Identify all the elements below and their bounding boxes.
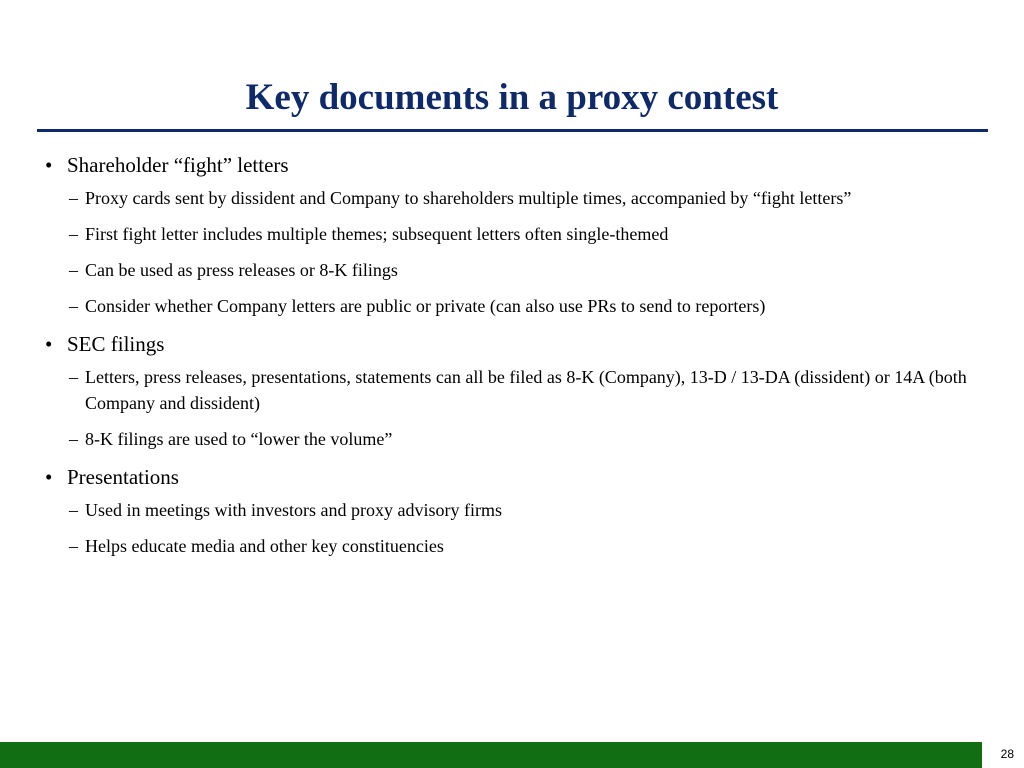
bullet-heading-text: SEC filings	[67, 332, 165, 356]
sub-bullet-marker: –	[69, 296, 78, 316]
bullet-heading	[45, 462, 975, 492]
sub-bullet-marker: –	[69, 500, 78, 520]
section-fight-letters	[45, 150, 975, 319]
sub-bullet	[45, 221, 975, 247]
sub-bullet-marker: –	[69, 188, 78, 208]
sub-bullet	[45, 497, 975, 523]
sub-bullet-marker: –	[69, 536, 78, 556]
bullet-heading	[45, 329, 975, 359]
sub-bullet-marker: –	[69, 260, 78, 280]
sub-bullet-marker: –	[69, 224, 78, 244]
sub-bullet	[45, 293, 975, 319]
footer-bar	[0, 742, 982, 768]
sub-bullet	[45, 364, 975, 416]
sub-bullet	[45, 185, 975, 211]
sub-bullet-text: First fight letter includes multiple themes; subsequent letters often single-themed	[85, 224, 669, 244]
bullet-marker: •	[45, 465, 53, 489]
bullet-marker: •	[45, 332, 53, 356]
sub-bullet-text: Letters, press releases, presentations, statements can all be filed as 8-K (Company), 13-D / 13-DA (dissident) or 14A (both Company and dissident)	[85, 367, 967, 413]
title-divider	[37, 129, 988, 132]
sub-bullet-text: Consider whether Company letters are public or private (can also use PRs to send to reporters)	[85, 296, 766, 316]
sub-bullet-text: 8-K filings are used to “lower the volume”	[85, 429, 393, 449]
sub-bullet-text: Can be used as press releases or 8-K filings	[85, 260, 398, 280]
slide-title: Key documents in a proxy contest	[245, 77, 779, 118]
sub-bullet	[45, 257, 975, 283]
bullet-heading-text: Shareholder “fight” letters	[67, 153, 289, 177]
page-number: 28	[1000, 747, 1014, 761]
sub-bullet-text: Helps educate media and other key constituencies	[85, 536, 444, 556]
bullet-marker: •	[45, 153, 53, 177]
sub-bullet-text: Proxy cards sent by dissident and Company to shareholders multiple times, accompanied by “fight letters”	[85, 188, 852, 208]
sub-bullet	[45, 533, 975, 559]
sub-bullet-text: Used in meetings with investors and proxy advisory firms	[85, 500, 502, 520]
sub-bullet-marker: –	[69, 429, 78, 449]
bullet-heading-text: Presentations	[67, 465, 179, 489]
slide-body	[45, 150, 975, 569]
section-sec-filings	[45, 329, 975, 452]
section-presentations	[45, 462, 975, 559]
bullet-heading	[45, 150, 975, 180]
sub-bullet	[45, 426, 975, 452]
sub-bullet-marker: –	[69, 367, 78, 387]
